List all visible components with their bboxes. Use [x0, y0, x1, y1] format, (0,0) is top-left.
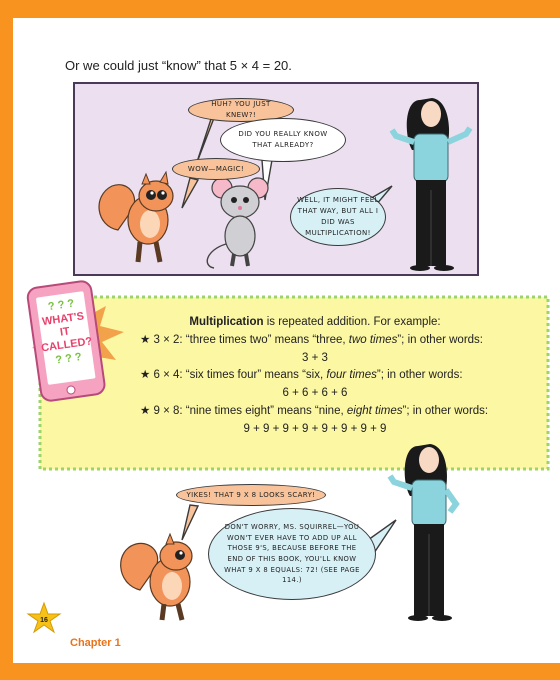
example-2-equation: 6 + 6 + 6 + 6 — [282, 387, 348, 400]
badge-line-1: ? ? ? — [47, 297, 75, 314]
speech-bubble-huh: HUH? YOU JUST KNEW?! — [188, 98, 294, 122]
wow-bubble-tail — [182, 178, 198, 208]
squirrel-illustration-2 — [121, 534, 192, 620]
yikes-bubble-tail — [182, 505, 198, 540]
example-3: ★ 9 × 8: “nine times eight” means “nine, eight times”; in other words: — [140, 405, 489, 418]
teacher-illustration — [392, 98, 470, 271]
mouse-illustration — [207, 178, 268, 268]
badge-line-3: IT — [59, 325, 71, 339]
example-3-equation: 9 + 9 + 9 + 9 + 9 + 9 + 9 + 9 — [243, 422, 387, 435]
speech-bubble-well: WELL, IT MIGHT FEEL THAT WAY, BUT ALL I DID WAS MULTIPLICATION! — [290, 188, 386, 246]
page-number: 16 — [40, 617, 48, 624]
speech-bubble-yikes: YIKES! THAT 9 X 8 LOOKS SCARY! — [176, 484, 326, 506]
term: Multiplication — [189, 316, 264, 328]
example-1-equation: 3 + 3 — [302, 351, 328, 364]
example-1: ★ 3 × 2: “three times two” means “three, two times”; in other words: — [140, 333, 483, 346]
badge-line-4: CALLED? — [40, 335, 93, 355]
teacher-illustration-2 — [390, 444, 456, 621]
speech-bubble-really: DID YOU REALLY KNOW THAT ALREADY? — [220, 118, 346, 162]
multiplication-definition — [140, 314, 490, 439]
badge-line-2: WHAT'S — [41, 310, 85, 329]
example-2: ★ 6 × 4: “six times four” means “six, four times”; in other words: — [140, 369, 463, 382]
intro-text: Or we could just “know” that 5 × 4 = 20. — [65, 58, 292, 73]
chapter-label: Chapter 1 — [70, 637, 121, 649]
badge-line-5: ? ? ? — [54, 351, 83, 367]
definition-intro: Multiplication is repeated addition. For example: — [189, 316, 441, 328]
speech-bubble-dont-worry: DON'T WORRY, MS. SQUIRREL—YOU WON'T EVER HAVE TO ADD UP ALL THOSE 9'S, BECAUSE BEFORE THE END OF THIS BOOK, YOU'LL KNOW WHAT 9 X 8 EQUALS: 72! (SEE PAGE 114.) — [208, 508, 376, 600]
speech-bubble-wow: WOW—MAGIC! — [172, 158, 260, 180]
squirrel-illustration — [99, 172, 173, 262]
